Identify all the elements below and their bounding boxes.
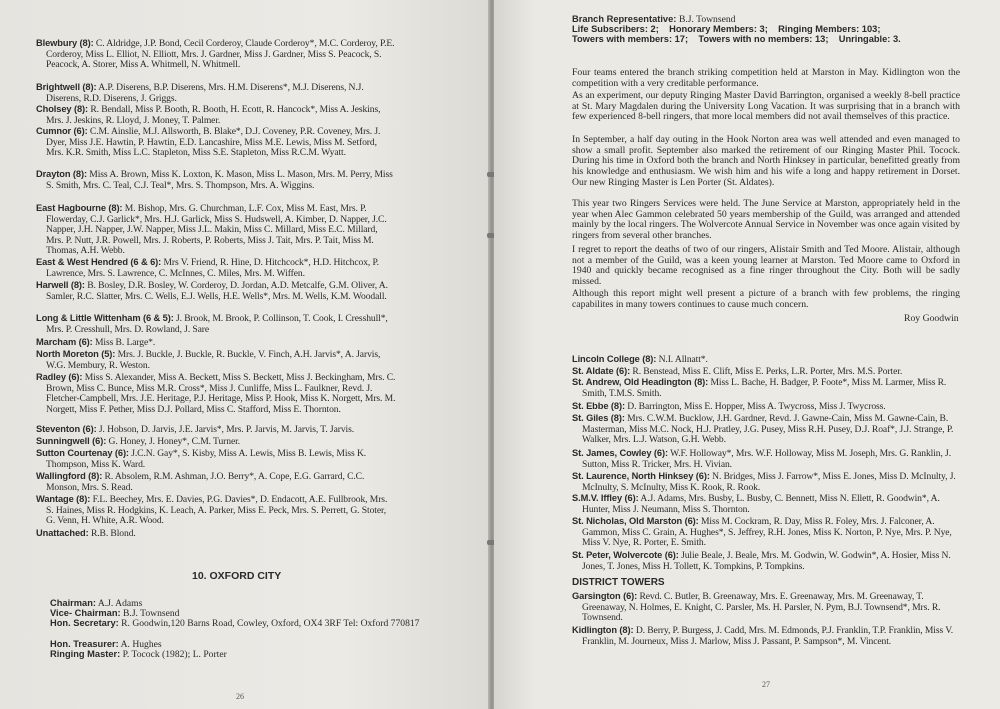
tower-members: C. Aldridge, J.P. Bond, Cecil Corderoy, Claude Corderoy*, M.C. Corderoy, P.E. Corderoy, Miss L. Elliot, N. Elliott, Mrs. J. Gardner, Miss J. Gardner, Miss S. Peacock, S. Peacock, A. Storer, Miss A. Whitmell, N. Whitmell. [46, 38, 395, 71]
tower-members: J.C.N. Gay*, S. Kisby, Miss A. Lewis, Miss B. Lewis, Miss K. Thompson, Miss K. Ward. [46, 448, 367, 470]
tower-members: Miss A. Brown, Miss K. Loxton, K. Mason, Miss L. Mason, Mrs. M. Perry, Miss S. Smith, Mrs. C. Teal, C.J. Teal*, Mrs. S. Thompson, Mrs. A. Wiggins. [46, 169, 393, 191]
tower-entry [36, 337, 396, 349]
tower-members: J. Hobson, D. Jarvis, J.E. Jarvis*, Mrs. P. Jarvis, M. Jarvis, T. Jarvis. [98, 424, 355, 435]
tower-members: R. Benstead, Miss E. Clift, Miss E. Perks, L.R. Porter, Mrs. M.S. Porter. [632, 366, 903, 377]
tower-entry [36, 313, 396, 335]
tower-members: R. Absolem, R.M. Ashman, J.O. Berry*, A. Cope, E.G. Garrard, C.C. Monson, Mrs. S. Read. [46, 471, 365, 493]
tower-entry [36, 494, 396, 527]
tower-entry [36, 372, 396, 415]
tower-name: Harwell (8): [36, 280, 85, 290]
report-paragraph: As an experiment, our deputy Ringing Master David Barrington, organised a weekly 8-bell practice at St. Mary Magdalen during the University Long Vacation. It was surprising that in a branch with few experienced 8-bell ringers, that more local members did not avail themselves of this practice. [572, 90, 960, 123]
tower-members: C.M. Ainslie, M.J. Allsworth, B. Blake*, D.J. Coveney, P.R. Coveney, Mrs. J. Dyer, Miss J.E. Hawtin, P. Hawtin, E.D. Lancashire, Miss M.E. Lewis, Miss M. Setford, Mrs. K.R. Smith, Miss L.C. Stapleton, Miss S.E. Stapleton, Miss R.C.M. Wyatt. [46, 126, 381, 159]
tower-members: N.I. Allnatt*. [658, 354, 708, 365]
tower-members: Miss B. Large*. [94, 337, 156, 348]
tower-entry [36, 280, 396, 302]
stats-line: Towers with members: 17; Towers with no members: 13; Unringable: 3. [572, 34, 901, 44]
tower-entry [572, 591, 962, 624]
tower-name: Cumnor (6): [36, 126, 88, 136]
tower-name: Sunningwell (6): [36, 436, 107, 446]
tower-name: S.M.V. Iffley (6): [572, 493, 639, 503]
officer-value: A. Hughes [120, 639, 162, 650]
officer-label: Ringing Master: [50, 649, 121, 659]
tower-name: Wantage (8): [36, 494, 91, 504]
tower-entry [36, 169, 396, 191]
tower-members: G. Honey, J. Honey*, C.M. Turner. [108, 436, 240, 447]
tower-name: Brightwell (8): [36, 82, 97, 92]
tower-members: W.F. Holloway*, Mrs. W.F. Holloway, Miss M. Joseph, Mrs. G. Ranklin, J. Sutton, Miss R. Tricker, Mrs. H. Vivian. [582, 448, 951, 470]
officer-value: R. Goodwin,120 Barns Road, Cowley, Oxford, OX4 3RF Tel: Oxford 770817 [121, 618, 420, 629]
signature: Roy Goodwin [904, 313, 959, 324]
tower-members: A.P. Diserens, B.P. Diserens, Mrs. H.M. Diserens*, M.J. Diserens, N.J. Diserens, R.D. Diserens, J. Griggs. [46, 82, 364, 104]
officer-label: Hon. Treasurer: [50, 639, 119, 649]
tower-entry [36, 82, 396, 104]
rep-value: B.J. Townsend [678, 14, 736, 25]
rep-label: Branch Representative: [572, 14, 677, 24]
tower-entry [572, 448, 962, 470]
tower-entry [36, 471, 396, 493]
tower-members: Miss S. Alexander, Miss A. Beckett, Miss S. Beckett, Miss J. Beckingham, Mrs. C. Brown, Miss C. Bunce, Miss M.R. Cross*, Miss J. Cunliffe, Miss L. Faulkner, Revd. J. Fletcher-Campbell, Mrs. J.E. Heritage, P.J. Heritage, Miss P. Hook, Miss K. Norgett, Mrs. M. Norgett, Miss F. Pether, Miss D.J. Pollard, Miss C. Stafford, Miss E. Thornton. [46, 372, 396, 415]
tower-name: Unattached: [36, 528, 89, 538]
page-number: 27 [762, 680, 770, 689]
tower-entry [572, 550, 962, 572]
report-paragraph: Although this report might well present a picture of a branch with few problems, the ringing capabilites in many towers continues to cause much concern. [572, 288, 960, 310]
report-paragraph: Four teams entered the branch striking competition held at Marston in May. Kidlington won the competition with a very creditable performance. [572, 67, 960, 89]
tower-members: R.B. Blond. [90, 528, 136, 539]
tower-members: J. Brook, M. Brook, P. Collinson, T. Cook, I. Cresshull*, Mrs. P. Cresshull, Mrs. D. Rowland, J. Sare [46, 313, 388, 335]
tower-name: St. Aldate (6): [572, 366, 631, 376]
page-number: 26 [236, 692, 244, 701]
tower-name: St. Giles (8): [572, 413, 625, 423]
officer-label: Chairman: [50, 598, 96, 608]
district-heading: DISTRICT TOWERS [572, 577, 665, 588]
tower-name: St. Peter, Wolvercote (6): [572, 550, 679, 560]
tower-name: Radley (6): [36, 372, 83, 382]
stats-line: Life Subscribers: 2; Honorary Members: 3; Ringing Members: 103; [572, 24, 881, 34]
section-heading: 10. OXFORD CITY [192, 570, 282, 582]
tower-entry [572, 366, 962, 378]
tower-members: A.J. Adams, Mrs. Busby, L. Busby, C. Bennett, Miss N. Ellett, R. Goodwin*, A. Hunter, Miss J. Neumann, Miss S. Thornton. [582, 493, 940, 515]
tower-entry [572, 377, 962, 399]
tower-name: Blewbury (8): [36, 38, 94, 48]
officer-ringing-master [50, 649, 227, 661]
tower-members: R. Bendall, Miss P. Booth, R. Booth, H. Ecott, R. Hancock*, Miss A. Jeskins, Mrs. J. Jeskins, R. Lloyd, J. Money, T. Palmer. [46, 104, 381, 126]
tower-name: St. Laurence, North Hinksey (6): [572, 471, 710, 481]
tower-name: Kidlington (8): [572, 625, 634, 635]
tower-members: Mrs. C.W.M. Bucklow, J.H. Gardner, Revd. J. Gawne-Cain, Miss M. Gawne-Cain, B. Masterman, Miss M.C. Nock, H.J. Pratley, J.G. Pusey, Miss R.H. Pusey, D.J. Roaf*, J.J. Strange, P. Walker, Mrs. L.J. Watson, G.H. Webb. [582, 413, 954, 446]
tower-members: Mrs. J. Buckle, J. Buckle, R. Buckle, V. Finch, A.H. Jarvis*, A. Jarvis, W.G. Membury, R. Weston. [46, 349, 381, 371]
officer-value: B.J. Townsend [123, 608, 180, 619]
tower-name: North Moreton (5): [36, 349, 116, 359]
officer-value: A.J. Adams [97, 598, 143, 609]
tower-members: Miss L. Bache, H. Badger, P. Foote*, Miss M. Larmer, Miss R. Smith, T.M.S. Smith. [582, 377, 947, 399]
tower-members: F.L. Beechey, Mrs. E. Davies, P.G. Davies*, D. Endacott, A.E. Fullbrook, Mrs. S. Haines, Miss R. Hodgkins, K. Leach, A. Parker, Miss E. Peck, Mrs. S. Perrett, G. Stoter, G. Venn, H. White, A.R. Wood. [46, 494, 388, 527]
tower-name: Marcham (6): [36, 337, 93, 347]
right-page [494, 0, 1000, 709]
tower-name: St. Ebbe (8): [572, 401, 625, 411]
tower-entry [36, 257, 396, 279]
tower-entry [36, 436, 396, 448]
tower-name: Wallingford (8): [36, 471, 103, 481]
tower-entry [572, 413, 962, 446]
tower-name: St. James, Cowley (6): [572, 448, 668, 458]
tower-name: Cholsey (8): [36, 104, 89, 114]
officer-secretary [50, 618, 420, 630]
officer-value: P. Tocock (1982); L. Porter [122, 649, 227, 660]
tower-members: M. Bishop, Mrs. G. Churchman, L.F. Cox, Miss M. East, Mrs. P. Flowerday, C.J. Garlick*, Mrs. H.J. Garlick, Miss S. Hudswell, A. Kimber, D. Napper, J.C. Napper, J.H. Napper, J.W. Napper, Miss J.L. Makin, Miss C. Millard, Miss E.C. Millard, Mrs. P. Nutt, J.R. Powell, Mrs. J. Roberts, P. Roberts, Miss J. Tait, Mrs. P. Tait, Miss M. Thomas, A.H. Webb. [46, 203, 387, 257]
tower-members: B. Bosley, D.R. Bosley, W. Corderoy, D. Jordan, A.D. Metcalfe, G.M. Oliver, A. Samler, R.C. Slatter, Mrs. C. Wells, E.J. Wells, H.E. Wells*, Mrs. M. Wells, K.M. Woodall. [46, 280, 388, 302]
tower-members: Revd. C. Butler, B. Greenaway, Mrs. E. Greenaway, Mrs. M. Greenaway, T. Greenaway, N. Holmes, E. Knight, C. Parsler, Ms. H. Parsler, N. Pym, B.J. Townsend*, Mrs. R. Townsend. [582, 591, 941, 624]
tower-members: Miss M. Cockram, R. Day, Miss R. Foley, Mrs. J. Falconer, A. Gammon, Miss C. Grain, A. Hughes*, S. Jeffrey, R.H. Jones, Miss K. Norton, P. Nye, Mrs. P. Nye, Miss V. Nye, R. Porter, E. Smith. [582, 516, 952, 549]
left-page [0, 0, 490, 709]
tower-name: St. Andrew, Old Headington (8): [572, 377, 709, 387]
tower-entry [572, 493, 962, 515]
tower-name: East & West Hendred (6 & 6): [36, 257, 162, 267]
report-paragraph: In September, a half day outing in the Hook Norton area was well attended and even managed to show a small profit. September also marked the retirement of our Ringing Master Phil. Tocock. During his time in Oxford both the branch and North Hinksey in particular, benefitted greatly from his knowledge and enthusiasm. We wish him and his wife a long and happy retirement in Dorset. Our new Ringing Master is Len Porter (St. Aldates). [572, 134, 960, 188]
tower-name: Sutton Courtenay (6): [36, 448, 129, 458]
tower-members: Mrs V. Friend, R. Hine, D. Hitchcock*, H.D. Hitchcox, P. Lawrence, Mrs. S. Lawrence, C. McInnes, C. Miles, Mrs. M. Wiffen. [46, 257, 379, 279]
tower-entry [36, 349, 396, 371]
report-paragraph: This year two Ringers Services were held. The June Service at Marston, appropriately held in the year when Alec Gammon celebrated 50 years membership of the Guild, was arranged and attended mainly by the local ringers. The Wolvercote Annual Service in November was once again visited by ringers from several other branches. [572, 198, 960, 242]
tower-members: Julie Beale, J. Beale, Mrs. M. Godwin, W. Godwin*, A. Hosier, Miss N. Jones, T. Jones, Miss H. Tollett, K. Tompkins, P. Tompkins. [582, 550, 951, 572]
tower-name: Drayton (8): [36, 169, 87, 179]
tower-entry [36, 104, 396, 126]
tower-entry [36, 203, 396, 257]
tower-members: D. Berry, P. Burgess, J. Cadd, Mrs. M. Edmonds, P.J. Franklin, T.P. Franklin, Miss V. Franklin, M. Journeux, Miss J. Marlow, Miss J. Passant, P. Sampson*, M. Vincent. [582, 625, 954, 647]
tower-members: N. Bridges, Miss J. Farrow*, Miss E. Jones, Miss D. McInulty, J. McInulty, S. McInulty, Miss K. Rook, R. Rook. [582, 471, 956, 493]
tower-entry [36, 424, 416, 436]
tower-entry [572, 401, 962, 413]
tower-name: Lincoln College (8): [572, 354, 657, 364]
officer-label: Vice- Chairman: [50, 608, 121, 618]
tower-name: Garsington (6): [572, 591, 638, 601]
tower-name: East Hagbourne (8): [36, 203, 123, 213]
tower-members: D. Barrington, Miss E. Hopper, Miss A. Twycross, Miss J. Twycross. [627, 401, 886, 412]
tower-entry [572, 625, 962, 647]
officer-label: Hon. Secretary: [50, 618, 119, 628]
tower-name: Long & Little Wittenham (6 & 5): [36, 313, 174, 323]
tower-entry [36, 528, 396, 540]
tower-entry [36, 38, 396, 71]
tower-entry [572, 354, 962, 366]
tower-entry [572, 471, 962, 493]
tower-entry [36, 126, 396, 159]
tower-entry [36, 448, 396, 470]
tower-entry [572, 516, 962, 549]
report-paragraph: I regret to report the deaths of two of our ringers, Alistair Smith and Ted Moore. Alistair, although not a member of the Guild, was a keen young learner at Marston. Ted Moore came to Oxford in 1940 and quickly became recognised as a fine ringer throughout the City. Both will be sadly missed. [572, 244, 960, 288]
tower-name: St. Nicholas, Old Marston (6): [572, 516, 699, 526]
tower-name: Steventon (6): [36, 424, 97, 434]
